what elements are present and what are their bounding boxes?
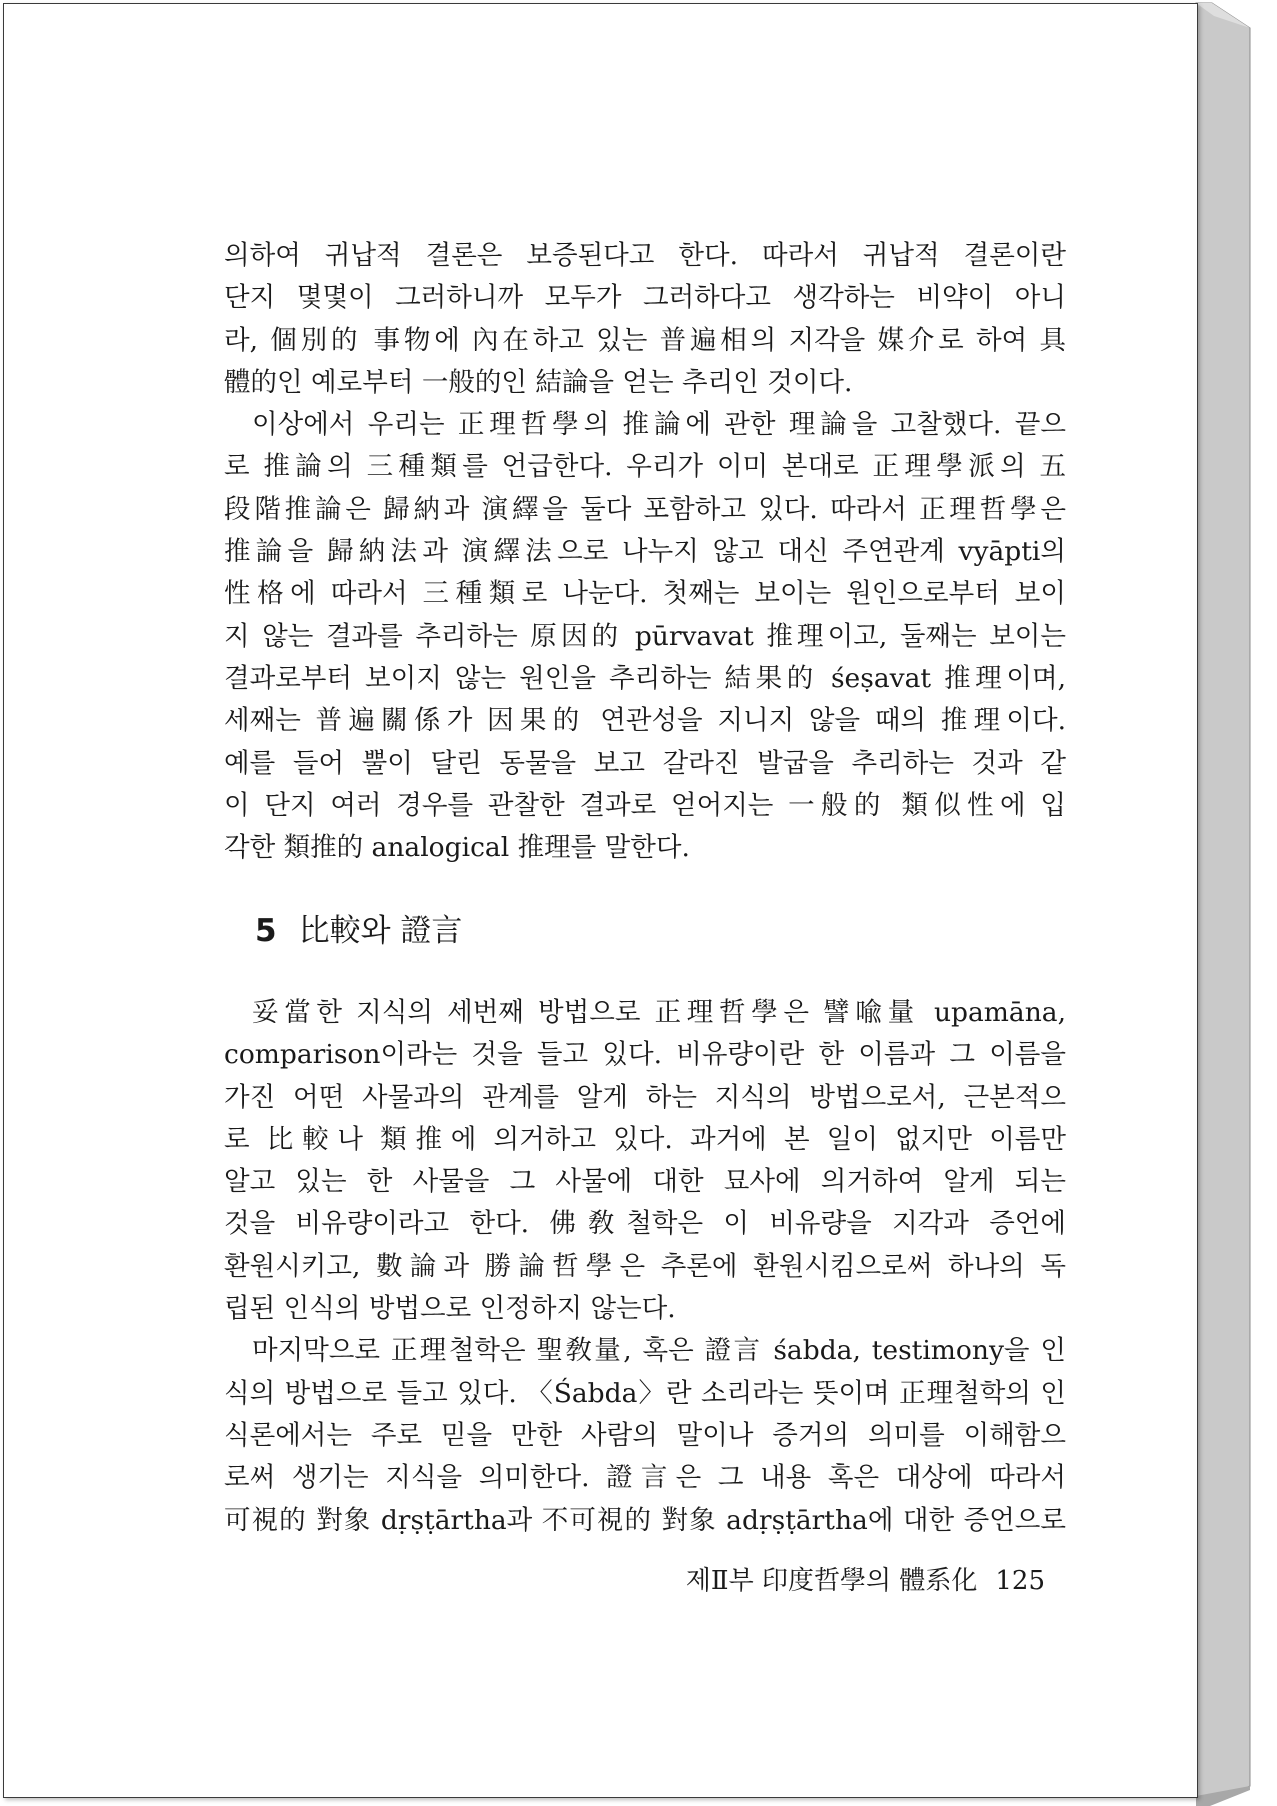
text-line: 것을 비유량이라고 한다. 佛敎철학은 이 비유량을 지각과 증언에 (224, 1208, 1066, 1240)
text-line: 로써 생기는 지식을 의미한다. 證言은 그 내용 혹은 대상에 따라서 (224, 1462, 1066, 1494)
text-line: 립된 인식의 방법으로 인정하지 않는다. (224, 1293, 676, 1325)
text-line: 의하여 귀납적 결론은 보증된다고 한다. 따라서 귀납적 결론이란 (224, 240, 1066, 271)
text-line: 알고 있는 한 사물을 그 사물에 대한 묘사에 의거하여 알게 되는 (224, 1166, 1066, 1198)
page-footer (680, 1560, 1045, 1597)
running-head: 제Ⅱ부 印度哲學의 體系化 (685, 1566, 978, 1596)
text-line: 段階推論은 歸納과 演繹을 둘다 포함하고 있다. 따라서 正理哲學은 (224, 493, 1066, 525)
text-line: 단지 몇몇이 그러하니까 모두가 그러하다고 생각하는 비약이 아니 (224, 282, 1066, 314)
paragraph-3 (224, 992, 1066, 1330)
section-number: 5 (255, 913, 277, 949)
text-line: 로 推論의 三種類를 언급한다. 우리가 이미 본대로 正理學派의 五 (224, 451, 1066, 483)
text-line: 가진 어떤 사물과의 관계를 알게 하는 지식의 방법으로서, 근본적으 (224, 1081, 1066, 1113)
text-line: 體的인 예로부터 一般的인 結論을 얻는 추리인 것이다. (224, 366, 853, 398)
text-line: 이 단지 여러 경우를 관찰한 결과로 얻어지는 一般的 類似性에 입 (224, 789, 1066, 821)
text-line: 예를 들어 뿔이 달린 동물을 보고 갈라진 발굽을 추리하는 것과 같 (224, 747, 1066, 779)
text-line: 결과로부터 보이지 않는 원인을 추리하는 結果的 śeṣavat 推理이며, (224, 662, 1066, 694)
paragraph-1 (224, 235, 1066, 404)
text-line: 推論을 歸納法과 演繹法으로 나누지 않고 대신 주연관계 vyāpti의 (224, 536, 1066, 568)
section-heading (255, 905, 462, 950)
section-title: 比較와 證言 (298, 913, 463, 949)
text-line: 이상에서 우리는 正理哲學의 推論에 관한 理論을 고찰했다. 끝으 (252, 409, 1066, 441)
text-line: 라, 個別的 事物에 內在하고 있는 普遍相의 지각을 媒介로 하여 具 (224, 324, 1066, 356)
text-line: 妥當한 지식의 세번째 방법으로 正理哲學은 譬喩量 upamāna, (252, 997, 1066, 1028)
body-text-bottom (224, 992, 1066, 1542)
paragraph-4 (224, 1330, 1066, 1541)
text-line: 식론에서는 주로 믿을 만한 사람의 말이나 증거의 의미를 이해함으 (224, 1419, 1066, 1451)
text-line: 性格에 따라서 三種類로 나눈다. 첫째는 보이는 원인으로부터 보이 (224, 578, 1066, 610)
body-text-top (224, 235, 1066, 869)
text-line: 可視的 對象 dṛṣṭārtha과 不可視的 對象 adṛṣṭārtha에 대한 증언으로 (224, 1504, 1066, 1536)
text-line: 각한 類推的 analogical 推理를 말한다. (224, 832, 690, 864)
paragraph-2 (224, 404, 1066, 869)
text-line: 환원시키고, 數論과 勝論哲學은 추론에 환원시킴으로써 하나의 독 (224, 1250, 1066, 1282)
text-line: 로 比較나 類推에 의거하고 있다. 과거에 본 일이 없지만 이름만 (224, 1123, 1066, 1155)
text-line: 식의 방법으로 들고 있다. 〈Śabda〉란 소리라는 뜻이며 正理철학의 인 (224, 1377, 1066, 1409)
text-line: 마지막으로 正理철학은 聖敎量, 혹은 證言 śabda, testimony을 인 (252, 1335, 1066, 1367)
text-line: 세째는 普遍關係가 因果的 연관성을 지니지 않을 때의 推理이다. (224, 705, 1066, 737)
text-line: 지 않는 결과를 추리하는 原因的 pūrvavat 推理이고, 둘째는 보이는 (224, 620, 1066, 652)
page-number: 125 (995, 1566, 1045, 1596)
text-line: comparison이라는 것을 들고 있다. 비유량이란 한 이름과 그 이름을 (224, 1039, 1066, 1071)
